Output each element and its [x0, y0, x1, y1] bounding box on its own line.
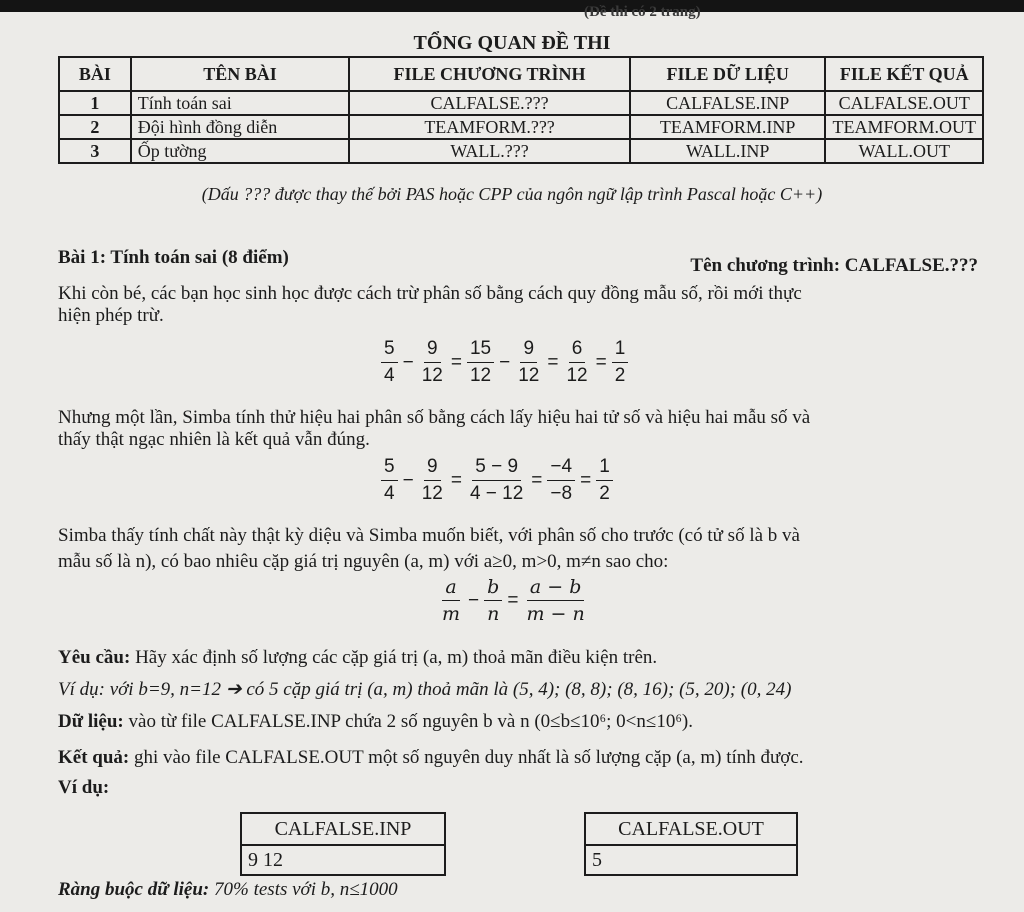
- equals-sign: =: [450, 351, 462, 373]
- fraction: [381, 338, 398, 387]
- equals-sign: =: [450, 469, 462, 491]
- denominator: 12: [566, 365, 588, 386]
- constraint-label: Ràng buộc dữ liệu:: [58, 879, 210, 900]
- fraction: [419, 338, 446, 387]
- fraction: [467, 338, 494, 387]
- table-cell: Đội hình đồng diễn: [131, 115, 349, 139]
- denominator: 12: [421, 483, 443, 504]
- fraction: [419, 456, 446, 505]
- fraction: [439, 576, 463, 625]
- sample-output-box: [584, 812, 798, 876]
- table-cell: Ốp tường: [131, 139, 349, 163]
- table-row: [59, 139, 983, 163]
- photo-top-edge: [0, 0, 1024, 12]
- numerator: 15: [467, 338, 494, 363]
- equation-2: [378, 456, 616, 505]
- denominator: 4 − 12: [469, 483, 524, 504]
- denominator: m − n: [526, 603, 585, 625]
- table-cell: 2: [59, 115, 131, 139]
- header-cell: FILE CHƯƠNG TRÌNH: [349, 57, 630, 91]
- denominator: 12: [421, 365, 443, 386]
- numerator: 5: [381, 456, 398, 481]
- fraction: [381, 456, 398, 505]
- numerator: 5: [381, 338, 398, 363]
- constraint: [58, 878, 398, 902]
- para-2-line-2: thấy thật ngạc nhiên là kết quả vẫn đúng.: [58, 429, 370, 450]
- numerator: b: [484, 576, 502, 601]
- fraction: [515, 338, 542, 387]
- overview-table: [58, 56, 984, 164]
- header-cell: BÀI: [59, 57, 131, 91]
- constraint-text: 70% tests với b, n≤1000: [209, 879, 398, 900]
- header-cell: FILE DỮ LIỆU: [630, 57, 826, 91]
- numerator: 5 − 9: [472, 456, 521, 481]
- table-cell: TEAMFORM.INP: [630, 115, 826, 139]
- equals-sign: =: [595, 351, 607, 373]
- sample-output-title: CALFALSE.OUT: [586, 814, 796, 846]
- output-spec: [58, 746, 804, 770]
- header-cell: FILE KẾT QUẢ: [825, 57, 983, 91]
- fraction: [612, 338, 629, 387]
- denominator: −8: [550, 483, 573, 504]
- header-cell: TÊN BÀI: [131, 57, 349, 91]
- denominator: 4: [384, 483, 395, 504]
- table-cell: TEAMFORM.OUT: [825, 115, 983, 139]
- numerator: 6: [569, 338, 586, 363]
- sample-input-title: CALFALSE.INP: [242, 814, 444, 846]
- table-row: [59, 91, 983, 115]
- table-cell: TEAMFORM.???: [349, 115, 630, 139]
- example-text: Ví dụ: với b=9, n=12 ➔ có 5 cặp giá trị (a, m) thoả mãn là (5, 4); (8, 8); (8, 16); (5, 20); (0, 24): [58, 679, 792, 700]
- output-text: ghi vào file CALFALSE.OUT một số nguyên duy nhất là số lượng cặp (a, m) tính được.: [129, 747, 804, 768]
- minus-sign: −: [402, 351, 414, 373]
- fraction: [547, 456, 575, 505]
- table-cell: WALL.???: [349, 139, 630, 163]
- denominator: 12: [518, 365, 540, 386]
- input-text: vào từ file CALFALSE.INP chứa 2 số nguyên b và n (0≤b≤10⁶; 0<n≤10⁶).: [123, 711, 694, 732]
- intro-line-2: hiện phép trừ.: [58, 305, 164, 326]
- table-cell: WALL.INP: [630, 139, 826, 163]
- para-3-line-1: Simba thấy tính chất này thật kỳ diệu và Simba muốn biết, với phân số cho trước (có tử số là b và: [58, 525, 800, 546]
- equals-sign: =: [531, 469, 543, 491]
- table-cell: Tính toán sai: [131, 91, 349, 115]
- equals-sign: =: [580, 469, 592, 491]
- numerator: −4: [547, 456, 575, 481]
- numerator: 1: [596, 456, 613, 481]
- requirement: [58, 646, 657, 670]
- page-count-note: (Đề thi có 2 trang): [584, 4, 701, 20]
- denominator: 12: [469, 365, 492, 386]
- table-cell: 1: [59, 91, 131, 115]
- numerator: a − b: [527, 576, 585, 601]
- input-spec: [58, 710, 693, 734]
- numerator: 9: [424, 338, 441, 363]
- para-2-line-1: Nhưng một lần, Simba tính thử hiệu hai phân số bằng cách lấy hiệu hai tử số và hiệu hai mẫu số và: [58, 407, 811, 428]
- table-row: [59, 115, 983, 139]
- equation-3: [436, 576, 591, 625]
- fraction: [563, 338, 590, 387]
- input-label: Dữ liệu:: [58, 711, 124, 732]
- fraction: [524, 576, 588, 625]
- table-cell: CALFALSE.OUT: [825, 91, 983, 115]
- sample-output-value: 5: [592, 849, 602, 871]
- minus-sign: −: [499, 351, 511, 373]
- minus-sign: −: [402, 469, 414, 491]
- requirement-text: Hãy xác định số lượng các cặp giá trị (a, m) thoả mãn điều kiện trên.: [130, 647, 658, 668]
- fraction: [467, 456, 526, 505]
- numerator: a: [442, 576, 459, 601]
- equals-sign: =: [547, 351, 559, 373]
- table-cell: CALFALSE.???: [349, 91, 630, 115]
- fraction: [484, 576, 502, 625]
- fraction: [596, 456, 613, 505]
- denominator: n: [487, 603, 500, 625]
- program-name: Tên chương trình: CALFALSE.???: [690, 255, 978, 276]
- requirement-label: Yêu cầu:: [58, 647, 131, 668]
- sample-input-box: [240, 812, 446, 876]
- sample-heading: Ví dụ:: [58, 777, 110, 798]
- table-cell: WALL.OUT: [825, 139, 983, 163]
- denominator: 2: [614, 365, 626, 386]
- numerator: 9: [424, 456, 441, 481]
- equation-1: [378, 338, 631, 387]
- denominator: 4: [384, 365, 395, 386]
- table-cell: 3: [59, 139, 131, 163]
- numerator: 9: [520, 338, 537, 363]
- page-title: TỔNG QUAN ĐỀ THI: [413, 32, 611, 54]
- denominator: 2: [599, 483, 610, 504]
- table-note: (Dấu ??? được thay thế bởi PAS hoặc CPP của ngôn ngữ lập trình Pascal hoặc C++): [201, 184, 823, 204]
- output-label: Kết quả:: [58, 747, 130, 768]
- table-cell: CALFALSE.INP: [630, 91, 826, 115]
- table-header-row: [59, 57, 983, 91]
- equals-sign: =: [507, 589, 519, 611]
- intro-line-1: Khi còn bé, các bạn học sinh học được cách trừ phân số bằng cách quy đồng mẫu số, rồi mới thực: [58, 283, 802, 304]
- problem-title: Bài 1: Tính toán sai (8 điểm): [58, 247, 289, 268]
- para-3-line-2: mẫu số là n), có bao nhiêu cặp giá trị nguyên (a, m) với a≥0, m>0, m≠n sao cho:: [58, 551, 669, 572]
- sample-input-value: 9 12: [248, 849, 283, 871]
- denominator: m: [442, 603, 461, 625]
- numerator: 1: [612, 338, 629, 363]
- minus-sign: −: [468, 589, 480, 611]
